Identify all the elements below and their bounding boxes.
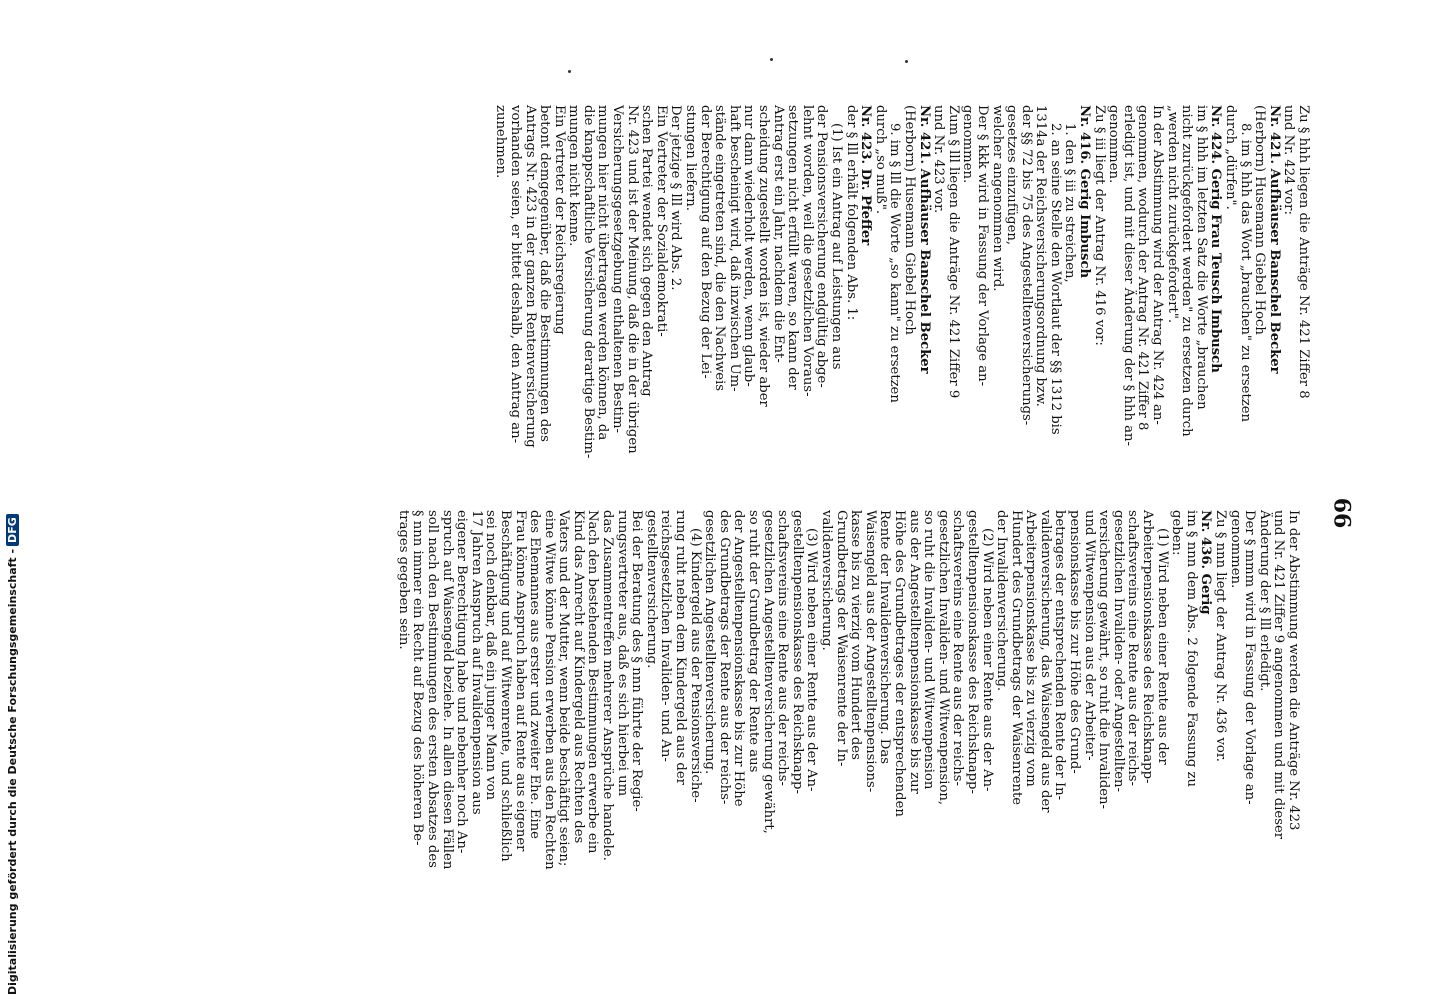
text-line: „werden nicht zurückgefordert". bbox=[1164, 105, 1180, 324]
scan-speck bbox=[770, 58, 773, 61]
text-line: und Nr. 421 Ziffer 9 angenommen und mit dieser bbox=[1271, 510, 1287, 840]
text-line: (4) Kindergeld aus der Pensionsversiche- bbox=[687, 528, 703, 803]
text-line: des Grundbetrags der Rente aus der reichs- bbox=[716, 510, 732, 805]
text-line: nur dann wiederholt werden, wenn glaub- bbox=[741, 105, 757, 387]
text-line: eigener Berechtigung habe und nebenher noch An- bbox=[454, 510, 470, 854]
text-line: mungen hier nicht übertragen werden können, da bbox=[595, 105, 611, 441]
text-line: reichsgesetzlichen Invaliden- und An- bbox=[658, 510, 674, 762]
text-line: haft bescheinigt wird, daß inzwischen Um- bbox=[726, 105, 742, 392]
text-line: Nr. 436. Gerig bbox=[1198, 510, 1214, 615]
text-line: so ruht der Grundbetrag der Rente aus bbox=[746, 510, 762, 773]
text-line: des Ehemannes aus erster und zweiter Ehe. Eine bbox=[527, 510, 543, 839]
text-line: 1314a der Reichsversicherungsordnung bzw. bbox=[1033, 105, 1049, 407]
text-line: soll nach den Bestimmungen des ersten Absatzes des bbox=[424, 510, 440, 868]
text-line: betont demgegenüber, daß die Bestimmungen des bbox=[537, 105, 553, 442]
text-line: gesetzlichen Angestelltenversicherung. bbox=[702, 510, 718, 775]
text-line: pensionskasse bis zur Höhe des Grund- bbox=[1067, 510, 1083, 774]
text-line: scheidung zugestellt worden ist, wieder aber bbox=[756, 105, 772, 407]
right-column-text bbox=[395, 510, 1300, 870]
text-line: Der § kkk wird in Fassung der Vorlage an- bbox=[974, 105, 990, 387]
text-line: Der § mmm wird in Fassung der Vorlage an- bbox=[1242, 510, 1258, 805]
text-line: Antrags Nr. 423 in der ganzen Rentenversicherung bbox=[522, 105, 538, 448]
text-line: (3) Wird neben einer Rente aus der An- bbox=[804, 528, 820, 792]
text-line: Waisengeld aus der Angestelltenpensions- bbox=[862, 510, 878, 793]
text-line: 8. im § hhh das Wort „brauchen" zu ersetzen bbox=[1237, 123, 1253, 423]
text-line: Ein Vertreter der Sozialdemokrati- bbox=[653, 105, 669, 337]
text-line: gestelltenversicherung. bbox=[643, 510, 659, 669]
text-line: 9. im § lll die Worte „so kann" zu ersetzen bbox=[887, 123, 903, 403]
text-line: und Nr. 423 vor. bbox=[931, 105, 947, 214]
text-line: 17 Jahren Anspruch auf Invalidenpension aus bbox=[468, 510, 484, 815]
text-line: Ein Vertreter der Reichsregierung bbox=[551, 105, 567, 335]
text-line: Zu § nnn liegt der Antrag Nr. 436 vor. bbox=[1213, 510, 1229, 762]
text-line: schen Partei wendet sich gegen den Antrag bbox=[639, 105, 655, 397]
text-line: setzungen nicht erfüllt waren, so kann der bbox=[785, 105, 801, 390]
text-line: validenversicherung. bbox=[819, 510, 834, 651]
text-line: gesetzlichen Angestelltenversicherung gewährt, bbox=[760, 510, 776, 834]
text-line: 2. an seine Stelle den Wortlaut der §§ 1312 bis bbox=[1047, 123, 1063, 435]
text-line: validenversicherung, das Waisengeld aus der bbox=[1037, 510, 1053, 813]
text-line: sei noch denkbar, daß ein junger Mann von bbox=[483, 510, 499, 801]
text-line: Rente der Invalidenversicherung. Das bbox=[877, 510, 893, 765]
text-line: trages gegeben sein. bbox=[395, 510, 411, 650]
text-line: Grundbetrags der Waisenrente der In- bbox=[833, 510, 849, 767]
text-line: (Herborn) Husemann Giebel Hoch bbox=[1252, 105, 1268, 335]
text-line: Versicherungsgesetzgebung enthaltenen Bestim- bbox=[610, 105, 626, 433]
text-line: Arbeiterpensionskasse bis zu vierzig vom bbox=[1023, 510, 1039, 787]
text-line: Nach den bestehenden Bestimmungen erwerbe ein bbox=[585, 510, 601, 854]
text-line: schaftsvereins eine Rente aus der reichs- bbox=[950, 510, 966, 787]
text-line: durch „so muß". bbox=[872, 105, 888, 215]
text-line: der Invalidenversicherung. bbox=[994, 510, 1010, 692]
text-line: aus der Angestelltenpensionskasse bis zur bbox=[906, 510, 922, 794]
text-line: Frau könne Anspruch haben auf Rente aus eigener bbox=[512, 510, 528, 852]
text-line: vorhanden seien, er bittet deshalb, den Antrag an- bbox=[507, 105, 523, 444]
text-line: Nr. 423. Dr. Pfeffer bbox=[858, 105, 874, 246]
text-line: so ruht die Invaliden- und Witwenpension bbox=[921, 510, 937, 790]
text-line: durch „dürfen". bbox=[1223, 105, 1239, 210]
text-line: Antrag erst ein Jahr, nachdem die Ent- bbox=[770, 105, 786, 363]
text-line: der Angestelltenpensionskasse bis zur Höhe bbox=[731, 510, 747, 807]
footer-text: Digitalisierung gefördert durch die Deutsche Forschungsgemeinschaft - bbox=[6, 548, 19, 995]
text-line: Zu § iii liegt der Antrag Nr. 416 vor: bbox=[1091, 105, 1107, 346]
text-line: im § nnn dem Abs. 2 folgende Fassung zu bbox=[1183, 510, 1199, 787]
text-line: Höhe des Grundbetrages der entsprechenden bbox=[891, 510, 907, 817]
text-line: In der Abstimmung werden die Anträge Nr. 423 bbox=[1286, 510, 1301, 831]
text-line: Beschäftigung und auf Witwenrente, und schließlich bbox=[497, 510, 513, 862]
text-line: mungen nicht kenne. bbox=[566, 105, 582, 247]
text-line: der Berechtigung auf den Bezug der Lei- bbox=[697, 105, 713, 379]
text-line: stungen liefern. bbox=[683, 105, 699, 211]
text-line: Zu § hhh liegen die Anträge Nr. 421 Ziffer 8 bbox=[1296, 105, 1311, 399]
text-line: gestelltenpensionskasse des Reichsknapp- bbox=[964, 510, 980, 794]
text-line: nicht zurückgefordert werden" zu ersetzen durch bbox=[1179, 105, 1195, 437]
text-line: gesetzlichen Invaliden- und Witwenpension, bbox=[935, 510, 951, 806]
text-line: zunehmen. bbox=[493, 105, 509, 179]
text-line: In der Abstimmung wird der Antrag Nr. 424 an- bbox=[1150, 105, 1166, 425]
text-line: Hundert des Grundbetrags der Waisenrente bbox=[1008, 510, 1024, 806]
text-line: der § lll erhält folgenden Abs. 1: bbox=[843, 105, 859, 321]
text-line: gesetzlichen Invaliden- oder Angestellten- bbox=[1110, 510, 1126, 793]
text-line: Nr. 423 und ist der Meinung, daß die in der übrigen bbox=[624, 105, 640, 454]
text-line: rungsvertreter aus, daß es sich hierbei um bbox=[614, 510, 630, 797]
scan-speck bbox=[905, 60, 908, 63]
text-line: versicherung gewährt, so ruht die Invaliden- bbox=[1096, 510, 1112, 810]
text-line: Vaters und der Mutter, wenn beide beschäftigt seien; bbox=[556, 510, 572, 867]
text-line: Nr. 416. Gerig Imbusch bbox=[1077, 105, 1093, 279]
text-line: § nnn immer ein Recht auf Bezug des höheren Be- bbox=[410, 510, 426, 846]
text-line: rung ruht neben dem Kindergeld aus der bbox=[673, 510, 689, 785]
text-line: schaftsvereins eine Rente aus der reichs- bbox=[1125, 510, 1141, 787]
text-line: der Pensionsversicherung endgültig abge- bbox=[814, 105, 830, 388]
text-line: Nr. 421. Aufhäuser Banschel Becker bbox=[916, 105, 932, 374]
text-line: stände eingetreten sind, die den Nachweis bbox=[712, 105, 728, 392]
text-line: genommen. bbox=[1227, 510, 1243, 589]
text-line: Kind das Anrecht auf Kindergeld aus Rechten des bbox=[570, 510, 586, 844]
text-line: Zum § lll liegen die Anträge Nr. 421 Ziffer 9 bbox=[945, 105, 961, 399]
text-line: genommen. bbox=[1106, 105, 1122, 184]
text-line: spruch auf Waisengeld beziehe. In allen diesen Fällen bbox=[439, 510, 455, 870]
text-line: (Herborn) Husemann Giebel Hoch bbox=[901, 105, 917, 335]
text-line: betrages der entsprechenden Rente der In- bbox=[1052, 510, 1068, 801]
text-line: welcher angenommen wird. bbox=[989, 105, 1005, 292]
text-line: und Witwenpension aus der Arbeiter- bbox=[1081, 510, 1097, 761]
text-line: Bei der Beratung des § nnn führte der Regie- bbox=[629, 510, 645, 812]
text-line: genommen, wodurch der Antrag Nr. 421 Ziffer 8 bbox=[1135, 105, 1151, 431]
text-line: genommen. bbox=[960, 105, 976, 184]
text-line: Änderung der § lll erledigt. bbox=[1256, 510, 1272, 692]
text-line: (1) Ist ein Antrag auf Leistungen aus bbox=[829, 123, 844, 370]
text-line: schaftsvereins eine Rente aus der reichs- bbox=[775, 510, 791, 787]
dfg-logo: DFG bbox=[6, 514, 19, 546]
text-line: geben: bbox=[1169, 510, 1185, 556]
text-line: das Zusammentreffen mehrerer Ansprüche handele. bbox=[600, 510, 616, 861]
text-line: Nr. 421. Aufhäuser Banschel Becker bbox=[1266, 105, 1282, 374]
text-line: Arbeiterpensionskasse des Reichsknapp- bbox=[1140, 510, 1156, 784]
text-line: (2) Wird neben einer Rente aus der An- bbox=[979, 528, 995, 792]
text-line: im § hhh im letzten Satz die Worte „brauchen bbox=[1193, 105, 1209, 410]
text-line: erledigt ist, und mit dieser Änderung der § hhh an- bbox=[1120, 105, 1136, 446]
text-line: gesetzes einzufügen, bbox=[1004, 105, 1020, 246]
text-line: die knappschaftliche Versicherung derartige Bestim- bbox=[580, 105, 596, 459]
text-line: kasse bis zu vierzig vom Hundert des bbox=[848, 510, 864, 760]
text-line: 1. den § iii zu streichen, bbox=[1062, 123, 1078, 283]
scan-speck bbox=[568, 70, 571, 73]
page-number: 66 bbox=[1328, 497, 1355, 529]
text-line: gestelltenpensionskasse des Reichsknapp- bbox=[789, 510, 805, 794]
text-line: Der jetzige § lll wird Abs. 2. bbox=[668, 105, 684, 291]
text-line: der §§ 72 bis 75 des Angestelltenversicherungs- bbox=[1018, 105, 1034, 426]
text-line: (1) Wird neben einer Rente aus der bbox=[1154, 528, 1170, 765]
text-line: und Nr. 424 vor: bbox=[1281, 105, 1297, 215]
text-line: eine Witwe könne Pension erwerben aus den Rechten bbox=[541, 510, 557, 870]
text-line: Nr. 424. Gerig Frau Teusch Imbusch bbox=[1208, 105, 1224, 373]
text-line: lehnt worden, weil die gesetzlichen Voraus- bbox=[799, 105, 815, 397]
footer-credit bbox=[6, 514, 19, 995]
